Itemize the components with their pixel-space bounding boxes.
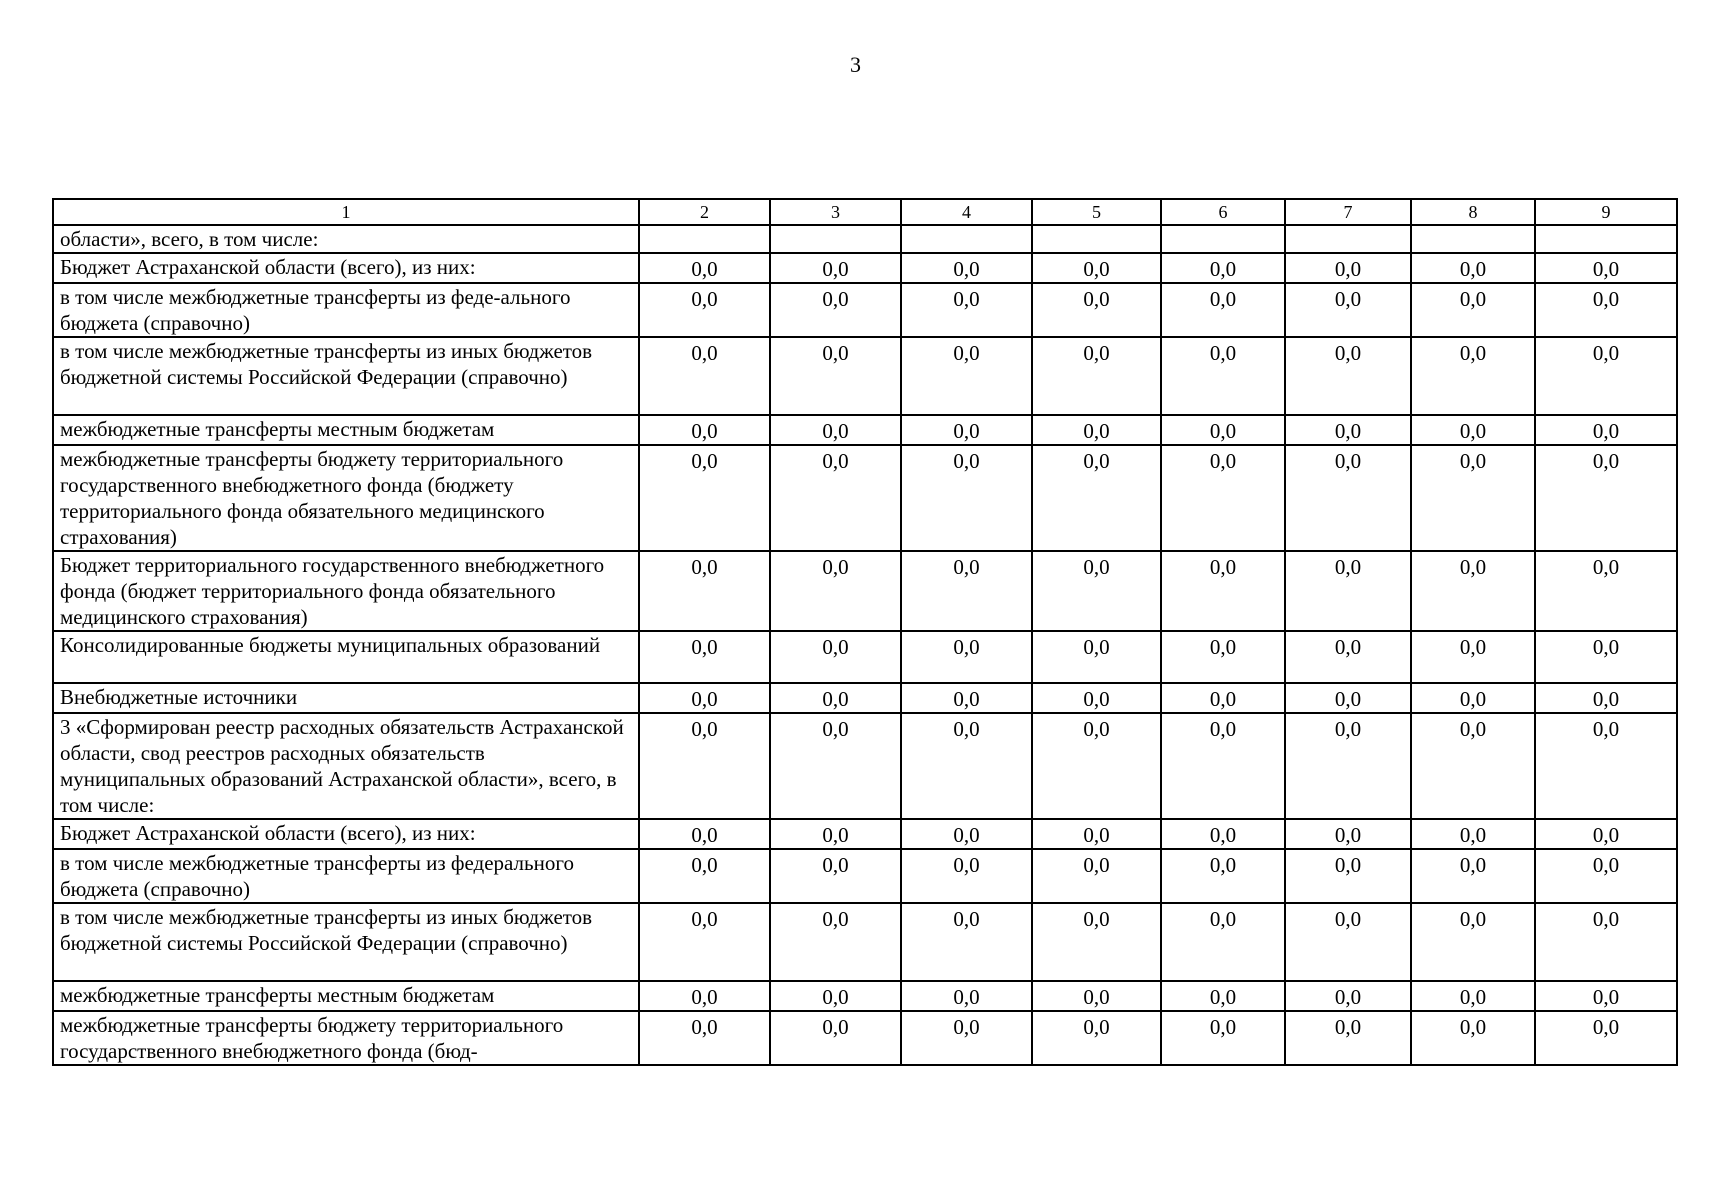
row-value-col-2: 0,0 — [639, 849, 770, 903]
row-value-col-2: 0,0 — [639, 819, 770, 849]
row-value-col-8: 0,0 — [1411, 683, 1535, 713]
row-value-col-2: 0,0 — [639, 981, 770, 1011]
row-value-col-7: 0,0 — [1285, 981, 1411, 1011]
row-label: межбюджетные трансферты бюджету территориального государственного внебюджетного фонда (бюд- — [53, 1011, 639, 1065]
column-header-6: 6 — [1161, 199, 1285, 225]
row-label: Бюджет Астраханской области (всего), из них: — [53, 253, 639, 283]
row-value-col-7: 0,0 — [1285, 849, 1411, 903]
row-value-col-8 — [1411, 225, 1535, 253]
row-value-col-5: 0,0 — [1032, 1011, 1161, 1065]
row-value-col-4: 0,0 — [901, 551, 1032, 631]
row-value-col-9 — [1535, 225, 1677, 253]
row-value-col-6 — [1161, 225, 1285, 253]
row-label: 3 «Сформирован реестр расходных обязательств Астраханской области, свод реестров расходных обязательств муниципальных образований Астраханской области», всего, в том числе: — [53, 713, 639, 819]
table-header-row — [53, 199, 1677, 225]
row-value-col-3: 0,0 — [770, 253, 901, 283]
row-value-col-5: 0,0 — [1032, 849, 1161, 903]
row-value-col-8: 0,0 — [1411, 415, 1535, 445]
row-label: в том числе межбюджетные трансферты из иных бюджетов бюджетной системы Российской Федерации (справочно) — [53, 337, 639, 415]
row-value-col-7: 0,0 — [1285, 683, 1411, 713]
row-value-col-7: 0,0 — [1285, 415, 1411, 445]
row-value-col-4: 0,0 — [901, 253, 1032, 283]
row-value-col-6: 0,0 — [1161, 445, 1285, 551]
row-value-col-5 — [1032, 225, 1161, 253]
row-value-col-5: 0,0 — [1032, 819, 1161, 849]
column-header-2: 2 — [639, 199, 770, 225]
row-value-col-5: 0,0 — [1032, 337, 1161, 415]
row-label: в том числе межбюджетные трансферты из иных бюджетов бюджетной системы Российской Федерации (справочно) — [53, 903, 639, 981]
row-value-col-9: 0,0 — [1535, 1011, 1677, 1065]
row-value-col-7: 0,0 — [1285, 903, 1411, 981]
table-row — [53, 631, 1677, 683]
row-value-col-9: 0,0 — [1535, 337, 1677, 415]
row-value-col-8: 0,0 — [1411, 981, 1535, 1011]
row-value-col-2: 0,0 — [639, 1011, 770, 1065]
row-value-col-2: 0,0 — [639, 631, 770, 683]
row-value-col-3: 0,0 — [770, 337, 901, 415]
row-value-col-5: 0,0 — [1032, 713, 1161, 819]
row-value-col-7: 0,0 — [1285, 631, 1411, 683]
row-value-col-2: 0,0 — [639, 283, 770, 337]
row-value-col-5: 0,0 — [1032, 445, 1161, 551]
row-value-col-8: 0,0 — [1411, 253, 1535, 283]
table-row — [53, 225, 1677, 253]
row-value-col-4: 0,0 — [901, 849, 1032, 903]
table-row — [53, 713, 1677, 819]
row-value-col-6: 0,0 — [1161, 337, 1285, 415]
row-value-col-5: 0,0 — [1032, 631, 1161, 683]
table-row — [53, 1011, 1677, 1065]
row-value-col-8: 0,0 — [1411, 551, 1535, 631]
row-value-col-3: 0,0 — [770, 713, 901, 819]
row-value-col-2: 0,0 — [639, 903, 770, 981]
row-label: межбюджетные трансферты местным бюджетам — [53, 415, 639, 445]
row-value-col-9: 0,0 — [1535, 713, 1677, 819]
row-value-col-9: 0,0 — [1535, 903, 1677, 981]
row-value-col-8: 0,0 — [1411, 631, 1535, 683]
row-value-col-3: 0,0 — [770, 415, 901, 445]
row-value-col-8: 0,0 — [1411, 849, 1535, 903]
row-value-col-3 — [770, 225, 901, 253]
row-value-col-9: 0,0 — [1535, 415, 1677, 445]
row-value-col-2: 0,0 — [639, 253, 770, 283]
row-value-col-7: 0,0 — [1285, 253, 1411, 283]
column-header-1: 1 — [53, 199, 639, 225]
row-value-col-6: 0,0 — [1161, 551, 1285, 631]
row-value-col-8: 0,0 — [1411, 283, 1535, 337]
row-value-col-9: 0,0 — [1535, 683, 1677, 713]
row-value-col-7: 0,0 — [1285, 445, 1411, 551]
row-value-col-6: 0,0 — [1161, 631, 1285, 683]
table-row — [53, 849, 1677, 903]
row-label: межбюджетные трансферты бюджету территориального государственного внебюджетного фонда (бюджету территориального фонда обязательного медицинского страхования) — [53, 445, 639, 551]
row-value-col-5: 0,0 — [1032, 415, 1161, 445]
column-header-3: 3 — [770, 199, 901, 225]
table-row — [53, 445, 1677, 551]
row-label: Бюджет Астраханской области (всего), из них: — [53, 819, 639, 849]
row-value-col-4 — [901, 225, 1032, 253]
row-value-col-6: 0,0 — [1161, 903, 1285, 981]
column-header-9: 9 — [1535, 199, 1677, 225]
row-value-col-7: 0,0 — [1285, 551, 1411, 631]
row-value-col-2: 0,0 — [639, 415, 770, 445]
row-value-col-6: 0,0 — [1161, 415, 1285, 445]
table-row — [53, 253, 1677, 283]
table-row — [53, 683, 1677, 713]
table-row — [53, 903, 1677, 981]
row-value-col-4: 0,0 — [901, 337, 1032, 415]
row-value-col-3: 0,0 — [770, 981, 901, 1011]
row-value-col-4: 0,0 — [901, 415, 1032, 445]
row-value-col-3: 0,0 — [770, 631, 901, 683]
row-label: Бюджет территориального государственного внебюджетного фонда (бюджет территориального фонда обязательного медицинского страхования) — [53, 551, 639, 631]
row-value-col-3: 0,0 — [770, 551, 901, 631]
row-value-col-2 — [639, 225, 770, 253]
row-value-col-3: 0,0 — [770, 819, 901, 849]
row-value-col-4: 0,0 — [901, 713, 1032, 819]
row-value-col-6: 0,0 — [1161, 713, 1285, 819]
row-value-col-4: 0,0 — [901, 445, 1032, 551]
row-value-col-8: 0,0 — [1411, 1011, 1535, 1065]
row-value-col-8: 0,0 — [1411, 713, 1535, 819]
table-row — [53, 981, 1677, 1011]
row-value-col-4: 0,0 — [901, 1011, 1032, 1065]
row-value-col-3: 0,0 — [770, 903, 901, 981]
row-label: Внебюджетные источники — [53, 683, 639, 713]
row-value-col-7: 0,0 — [1285, 337, 1411, 415]
row-value-col-9: 0,0 — [1535, 819, 1677, 849]
row-value-col-7 — [1285, 225, 1411, 253]
row-value-col-5: 0,0 — [1032, 283, 1161, 337]
row-value-col-5: 0,0 — [1032, 551, 1161, 631]
row-label: области», всего, в том числе: — [53, 225, 639, 253]
row-value-col-4: 0,0 — [901, 631, 1032, 683]
table-row — [53, 337, 1677, 415]
table-row — [53, 551, 1677, 631]
row-value-col-2: 0,0 — [639, 551, 770, 631]
row-value-col-6: 0,0 — [1161, 1011, 1285, 1065]
row-value-col-2: 0,0 — [639, 445, 770, 551]
table-row — [53, 819, 1677, 849]
row-value-col-7: 0,0 — [1285, 283, 1411, 337]
row-value-col-7: 0,0 — [1285, 819, 1411, 849]
row-value-col-6: 0,0 — [1161, 283, 1285, 337]
table-body — [53, 199, 1677, 1065]
row-value-col-3: 0,0 — [770, 445, 901, 551]
row-value-col-6: 0,0 — [1161, 849, 1285, 903]
row-value-col-7: 0,0 — [1285, 713, 1411, 819]
row-value-col-9: 0,0 — [1535, 551, 1677, 631]
row-value-col-8: 0,0 — [1411, 819, 1535, 849]
row-value-col-5: 0,0 — [1032, 903, 1161, 981]
row-value-col-8: 0,0 — [1411, 445, 1535, 551]
row-value-col-3: 0,0 — [770, 683, 901, 713]
page-number: 3 — [850, 52, 861, 77]
row-value-col-6: 0,0 — [1161, 253, 1285, 283]
row-value-col-2: 0,0 — [639, 713, 770, 819]
row-value-col-2: 0,0 — [639, 683, 770, 713]
row-label: Консолидированные бюджеты муниципальных образований — [53, 631, 639, 683]
row-value-col-5: 0,0 — [1032, 981, 1161, 1011]
row-value-col-4: 0,0 — [901, 283, 1032, 337]
row-value-col-7: 0,0 — [1285, 1011, 1411, 1065]
row-value-col-9: 0,0 — [1535, 631, 1677, 683]
row-label: межбюджетные трансферты местным бюджетам — [53, 981, 639, 1011]
row-value-col-3: 0,0 — [770, 283, 901, 337]
row-value-col-6: 0,0 — [1161, 981, 1285, 1011]
row-value-col-5: 0,0 — [1032, 253, 1161, 283]
column-header-5: 5 — [1032, 199, 1161, 225]
table-row — [53, 415, 1677, 445]
row-value-col-3: 0,0 — [770, 849, 901, 903]
row-value-col-8: 0,0 — [1411, 903, 1535, 981]
column-header-4: 4 — [901, 199, 1032, 225]
row-value-col-9: 0,0 — [1535, 283, 1677, 337]
column-header-8: 8 — [1411, 199, 1535, 225]
row-label: в том числе межбюджетные трансферты из федерального бюджета (справочно) — [53, 849, 639, 903]
row-label: в том числе межбюджетные трансферты из феде-ального бюджета (справочно) — [53, 283, 639, 337]
row-value-col-4: 0,0 — [901, 981, 1032, 1011]
row-value-col-9: 0,0 — [1535, 849, 1677, 903]
row-value-col-4: 0,0 — [901, 683, 1032, 713]
row-value-col-9: 0,0 — [1535, 981, 1677, 1011]
row-value-col-8: 0,0 — [1411, 337, 1535, 415]
row-value-col-3: 0,0 — [770, 1011, 901, 1065]
table-row — [53, 283, 1677, 337]
row-value-col-9: 0,0 — [1535, 253, 1677, 283]
row-value-col-6: 0,0 — [1161, 819, 1285, 849]
row-value-col-9: 0,0 — [1535, 445, 1677, 551]
budget-table — [52, 198, 1678, 1066]
row-value-col-2: 0,0 — [639, 337, 770, 415]
row-value-col-4: 0,0 — [901, 903, 1032, 981]
column-header-7: 7 — [1285, 199, 1411, 225]
row-value-col-5: 0,0 — [1032, 683, 1161, 713]
row-value-col-6: 0,0 — [1161, 683, 1285, 713]
row-value-col-4: 0,0 — [901, 819, 1032, 849]
